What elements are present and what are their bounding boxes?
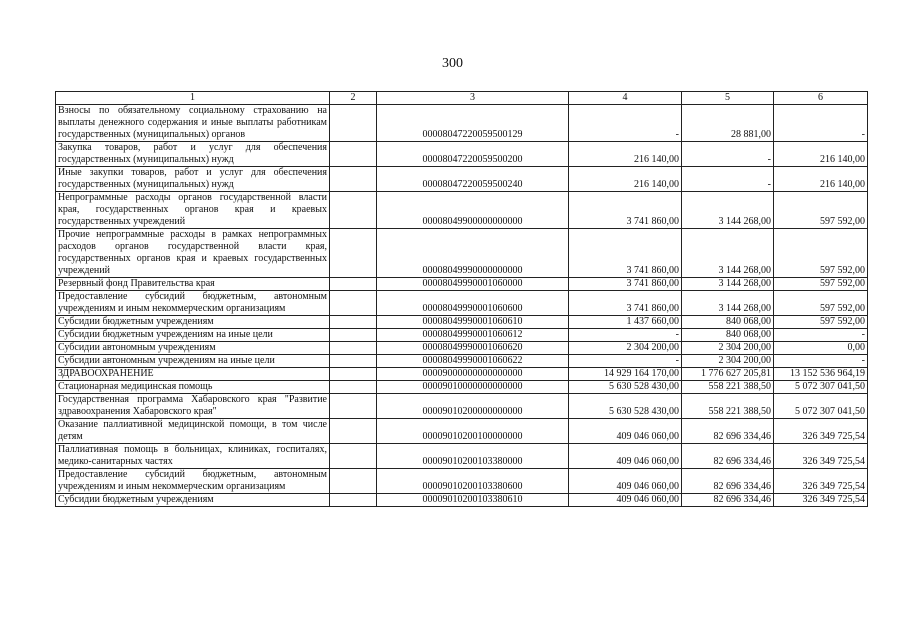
row-value-6-cell: 597 592,00 [774,192,868,229]
row-value-5-cell: 82 696 334,46 [682,444,774,469]
page-number: 300 [442,56,463,71]
row-empty-cell [330,444,377,469]
row-value-5-cell: 558 221 388,50 [682,394,774,419]
table-row [56,394,868,419]
row-value-6-cell: 5 072 307 041,50 [774,381,868,394]
row-empty-cell [330,368,377,381]
row-value-6-cell: 597 592,00 [774,229,868,278]
row-value-6-cell: 5 072 307 041,50 [774,394,868,419]
row-value-5-cell: - [682,167,774,192]
row-name-cell: ЗДРАВООХРАНЕНИЕ [56,368,330,381]
row-value-5-cell: 840 068,00 [682,329,774,342]
row-value-4-cell: 1 437 660,00 [569,316,682,329]
row-empty-cell [330,355,377,368]
row-value-4-cell: 409 046 060,00 [569,494,682,507]
row-value-6-cell: - [774,329,868,342]
table-row [56,278,868,291]
row-code-cell: 00008047220059500129 [377,105,569,142]
row-name-cell: Взносы по обязательному социальному страхованию на выплаты денежного содержания и иные выплаты работникам государственных (муниципальных) органов [56,105,330,142]
row-value-4-cell: 409 046 060,00 [569,469,682,494]
row-code-cell: 00008049990001060612 [377,329,569,342]
row-code-cell: 00008049990001060620 [377,342,569,355]
row-value-5-cell: 3 144 268,00 [682,192,774,229]
row-empty-cell [330,105,377,142]
row-code-cell: 00008047220059500200 [377,142,569,167]
column-header: 5 [682,92,774,105]
row-code-cell: 00009010000000000000 [377,381,569,394]
column-header: 1 [56,92,330,105]
row-code-cell: 00009010200103380610 [377,494,569,507]
table-row [56,167,868,192]
row-value-5-cell: - [682,142,774,167]
row-value-6-cell: 0,00 [774,342,868,355]
row-value-6-cell: 216 140,00 [774,142,868,167]
row-value-6-cell: 597 592,00 [774,316,868,329]
row-value-6-cell: 326 349 725,54 [774,469,868,494]
row-empty-cell [330,419,377,444]
row-value-6-cell: 13 152 536 964,19 [774,368,868,381]
row-empty-cell [330,316,377,329]
row-value-5-cell: 3 144 268,00 [682,229,774,278]
header-row [56,92,868,105]
row-value-4-cell: 3 741 860,00 [569,192,682,229]
row-empty-cell [330,469,377,494]
row-code-cell: 00009010200103380000 [377,444,569,469]
row-code-cell: 00009000000000000000 [377,368,569,381]
row-name-cell: Иные закупки товаров, работ и услуг для обеспечения государственных (муниципальных) нужд [56,167,330,192]
row-name-cell: Субсидии автономным учреждениям [56,342,330,355]
row-value-4-cell: 2 304 200,00 [569,342,682,355]
table-row [56,355,868,368]
row-empty-cell [330,192,377,229]
row-value-5-cell: 840 068,00 [682,316,774,329]
row-code-cell: 00008049900000000000 [377,192,569,229]
row-value-5-cell: 82 696 334,46 [682,469,774,494]
row-name-cell: Резервный фонд Правительства края [56,278,330,291]
row-value-5-cell: 28 881,00 [682,105,774,142]
row-value-4-cell: 3 741 860,00 [569,229,682,278]
row-value-4-cell: 216 140,00 [569,167,682,192]
row-empty-cell [330,381,377,394]
column-header: 2 [330,92,377,105]
table-row [56,469,868,494]
row-code-cell: 00008047220059500240 [377,167,569,192]
budget-table [55,91,868,507]
table-row [56,342,868,355]
row-value-4-cell: 5 630 528 430,00 [569,381,682,394]
row-value-6-cell: - [774,355,868,368]
row-empty-cell [330,329,377,342]
row-value-5-cell: 2 304 200,00 [682,342,774,355]
row-code-cell: 00008049990001060000 [377,278,569,291]
row-empty-cell [330,291,377,316]
row-code-cell: 00009010200103380600 [377,469,569,494]
row-value-4-cell: 5 630 528 430,00 [569,394,682,419]
row-name-cell: Закупка товаров, работ и услуг для обеспечения государственных (муниципальных) нужд [56,142,330,167]
row-value-5-cell: 82 696 334,46 [682,419,774,444]
row-code-cell: 00009010200100000000 [377,419,569,444]
row-empty-cell [330,229,377,278]
table-row [56,316,868,329]
row-value-6-cell: 597 592,00 [774,278,868,291]
row-empty-cell [330,278,377,291]
row-name-cell: Прочие непрограммные расходы в рамках непрограммных расходов органов государственной власти края, государственных органов края и краевых государственных учреждений [56,229,330,278]
row-value-4-cell: 409 046 060,00 [569,444,682,469]
row-value-5-cell: 1 776 627 205,81 [682,368,774,381]
row-code-cell: 00008049990000000000 [377,229,569,278]
row-value-5-cell: 2 304 200,00 [682,355,774,368]
row-name-cell: Субсидии автономным учреждениям на иные цели [56,355,330,368]
row-name-cell: Стационарная медицинская помощь [56,381,330,394]
row-value-6-cell: 216 140,00 [774,167,868,192]
row-name-cell: Государственная программа Хабаровского края "Развитие здравоохранения Хабаровского края" [56,394,330,419]
row-name-cell: Предоставление субсидий бюджетным, автономным учреждениям и иным некоммерческим организациям [56,291,330,316]
row-code-cell: 00008049990001060600 [377,291,569,316]
row-name-cell: Непрограммные расходы органов государственной власти края, государственных органов края и краевых государственных учреждений [56,192,330,229]
row-value-5-cell: 558 221 388,50 [682,381,774,394]
table-row [56,142,868,167]
table-row [56,381,868,394]
table-row [56,419,868,444]
row-empty-cell [330,494,377,507]
row-value-4-cell: 216 140,00 [569,142,682,167]
table-row [56,229,868,278]
table-row [56,368,868,381]
row-code-cell: 00008049990001060622 [377,355,569,368]
row-value-4-cell: - [569,329,682,342]
row-name-cell: Паллиативная помощь в больницах, клиниках, госпиталях, медико-санитарных частях [56,444,330,469]
row-value-5-cell: 3 144 268,00 [682,291,774,316]
row-empty-cell [330,167,377,192]
row-name-cell: Предоставление субсидий бюджетным, автономным учреждениям и иным некоммерческим организациям [56,469,330,494]
row-value-5-cell: 82 696 334,46 [682,494,774,507]
row-value-6-cell: 326 349 725,54 [774,494,868,507]
row-value-6-cell: - [774,105,868,142]
table-row [56,192,868,229]
table-row [56,444,868,469]
column-header: 3 [377,92,569,105]
column-header: 6 [774,92,868,105]
row-value-6-cell: 326 349 725,54 [774,419,868,444]
row-name-cell: Субсидии бюджетным учреждениям [56,316,330,329]
table-row [56,494,868,507]
row-value-4-cell: - [569,355,682,368]
row-value-6-cell: 597 592,00 [774,291,868,316]
row-value-4-cell: 409 046 060,00 [569,419,682,444]
row-code-cell: 00008049990001060610 [377,316,569,329]
row-value-4-cell: 3 741 860,00 [569,291,682,316]
table-row [56,329,868,342]
row-name-cell: Субсидии бюджетным учреждениям [56,494,330,507]
column-header: 4 [569,92,682,105]
row-empty-cell [330,142,377,167]
row-value-6-cell: 326 349 725,54 [774,444,868,469]
row-empty-cell [330,394,377,419]
row-empty-cell [330,342,377,355]
row-name-cell: Оказание паллиативной медицинской помощи, в том числе детям [56,419,330,444]
row-name-cell: Субсидии бюджетным учреждениям на иные цели [56,329,330,342]
table-row [56,105,868,142]
row-value-4-cell: - [569,105,682,142]
row-value-4-cell: 14 929 164 170,00 [569,368,682,381]
row-value-4-cell: 3 741 860,00 [569,278,682,291]
row-code-cell: 00009010200000000000 [377,394,569,419]
row-value-5-cell: 3 144 268,00 [682,278,774,291]
table-row [56,291,868,316]
